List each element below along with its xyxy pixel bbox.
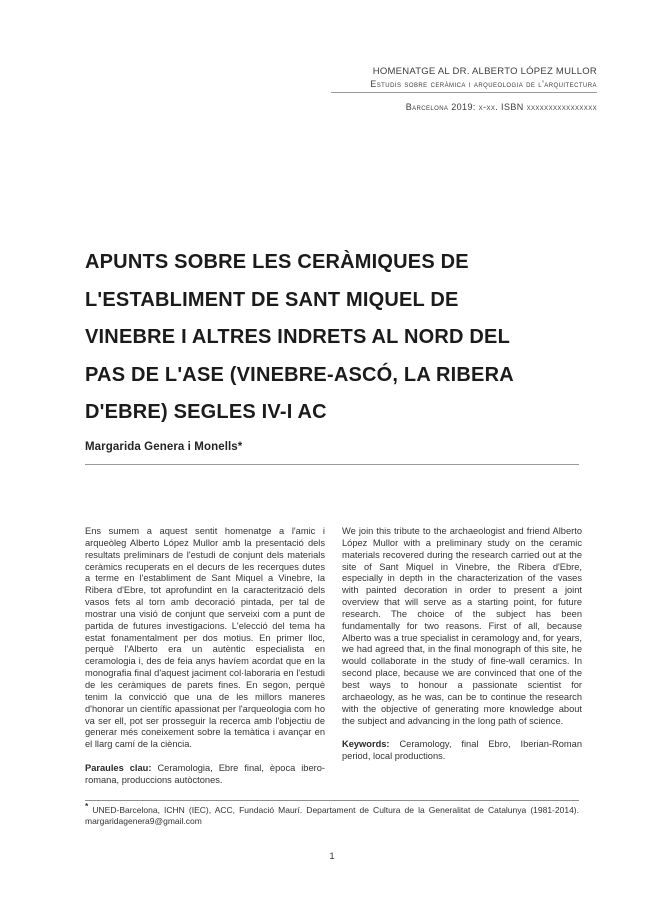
author-rule <box>85 464 579 465</box>
abstract-catalan-column <box>85 526 325 787</box>
footnote-affiliation: UNED-Barcelona, ICHN (IEC), ACC, Fundació Maurí. Departament de Cultura de la Generalitat de Catalunya (1981-2014). <box>92 805 579 815</box>
footnote-marker: * <box>85 801 89 812</box>
footnote-email: margaridagenera9@gmail.com <box>85 816 202 826</box>
keywords-english-text: Ceramology, final Ebro, Iberian-Roman period, local productions. <box>342 739 582 762</box>
abstract-columns <box>85 526 582 787</box>
title-line-4: PAS DE L'ASE (VINEBRE-ASCÓ, LA RIBERA <box>85 363 514 386</box>
running-header <box>331 66 597 112</box>
keywords-catalan <box>85 763 325 787</box>
abstract-catalan-text: Ens sumem a aquest sentit homenatge a l'amic i arqueòleg Alberto López Mullor amb la presentació dels resultats preliminars de l'estudi de conjunt dels materials ceràmics recuperats en el decurs de les recerques dutes a terme en l'establiment de Sant Miquel a Vinebre, la Ribera d'Ebre, tot aprofundint en la caracterització dels vasos fets al torn amb decoració pintada, per tal de mostrar una visió de conjunt que serveixi com a punt de partida de futures investigacions. L'elecció del tema ha estat fonamentalment per dos motius. En primer lloc, perquè l'Alberto era un autèntic especialista en ceramologia i, des de feia anys havíem acordat que en la monografia final d'aquest jaciment col·laboraria en l'estudi de les ceràmiques de parets fines. En segon, perquè tenim la convicció que una de les millors maneres d'honorar un científic apassionat per l'arqueologia com ho va ser ell, pot ser prosseguir la recerca amb l'objectiu de generar més coneixement sobre la temàtica i avançar en el llarg camí de la ciència. <box>85 526 325 750</box>
header-citation-line: Barcelona 2019: x-xx. ISBN xxxxxxxxxxxxxxxx <box>405 102 597 112</box>
paper-title <box>85 244 590 432</box>
title-line-2: L'ESTABLIMENT DE SANT MIQUEL DE <box>85 288 459 311</box>
title-line-5: D'EBRE) SEGLES IV-I AC <box>85 401 327 423</box>
header-tribute-line: HOMENATGE AL DR. ALBERTO LÓPEZ MULLOR <box>372 66 597 77</box>
abstract-english-column <box>342 526 582 787</box>
author-name: Margarida Genera i Monells* <box>85 441 243 453</box>
title-line-3: VINEBRE I ALTRES INDRETS AL NORD DEL <box>85 326 511 348</box>
header-rule <box>331 92 597 93</box>
page-number: 1 <box>329 851 335 862</box>
abstract-english-text: We join this tribute to the archaeologist and friend Alberto López Mullor with a preliminary study on the ceramic materials recovered during the research carried out at the site of Sant Miquel in Vinebre, the Ribera d'Ebre, especially in depth in the characterization of the vases with painted decoration in order to present a joint overview that will serve as a starting point, for future research. The choice of the subject has been fundamentally for two reasons. First of all, because Alberto was a true specialist in ceramology and, for years, we had agreed that, in the final monograph of this site, he would collaborate in the study of fine-wall ceramics. In second place, because we are convinced that one of the best ways to honour a passionate scientist for archaeology, as he was, can be to continue the research with the objective of generating more knowledge about the subject and advancing in the long path of science. <box>342 526 582 726</box>
title-line-1: APUNTS SOBRE LES CERÀMIQUES DE <box>85 251 469 273</box>
keywords-english-label: Keywords: <box>342 739 390 750</box>
keywords-catalan-label: Paraules clau: <box>85 763 152 774</box>
keywords-catalan-text: Ceramologia, Ebre final, època ibero-romana, produccions autòctones. <box>85 763 326 785</box>
header-series-line: Estudis sobre ceràmica i arqueologia de l'arquitectura <box>370 79 597 89</box>
footnote-rule <box>85 800 579 801</box>
footnote <box>85 801 579 827</box>
keywords-english <box>342 739 582 763</box>
